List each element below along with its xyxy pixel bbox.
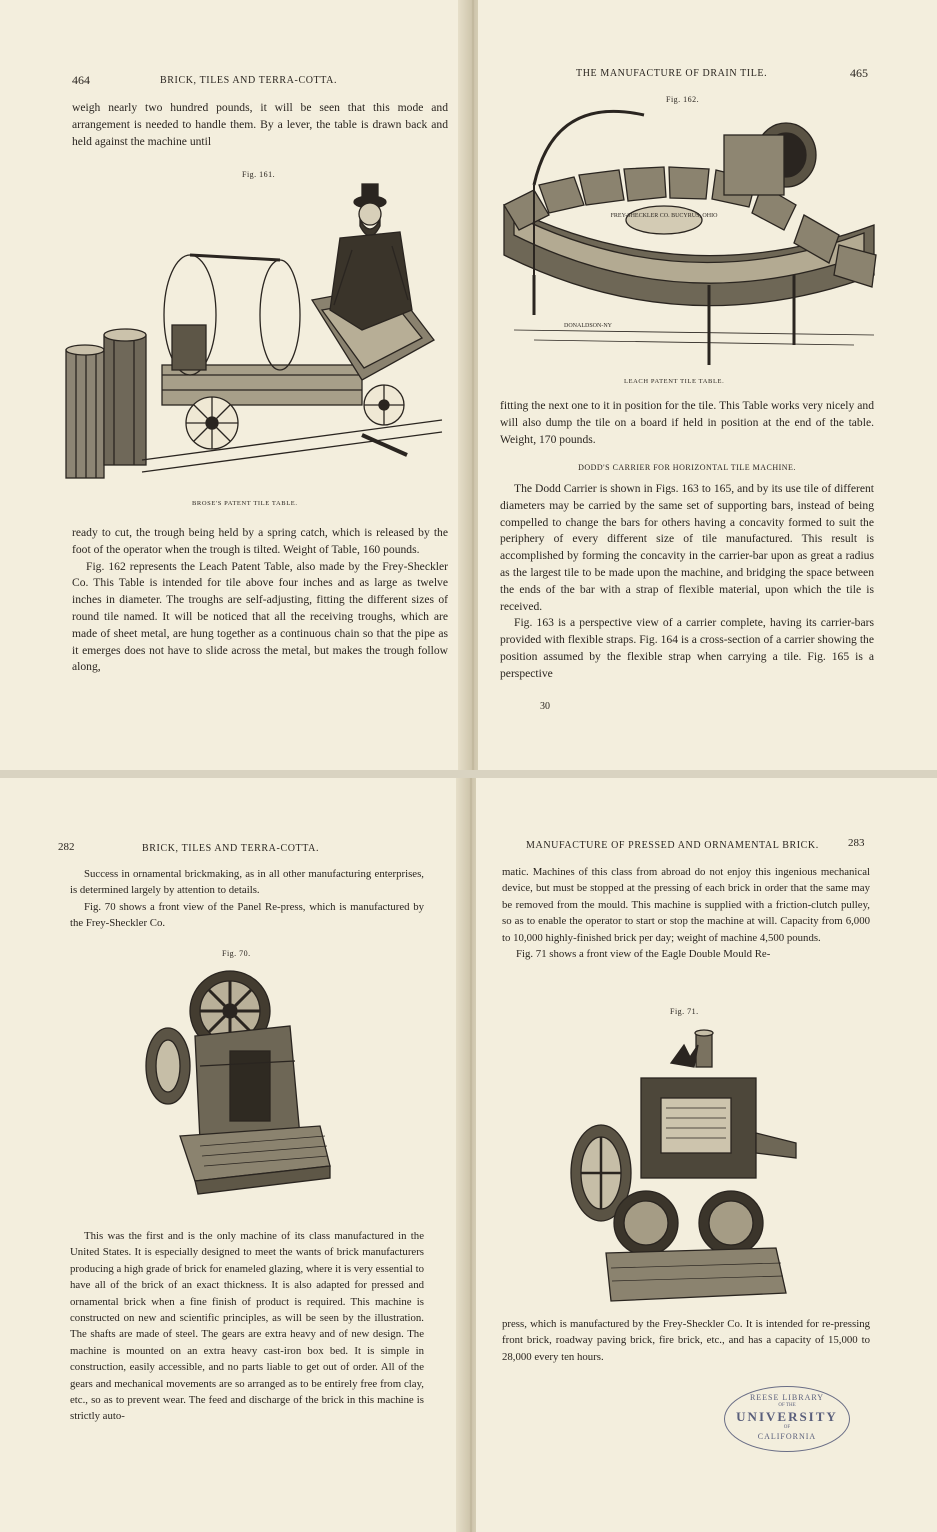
page-465 — [478, 0, 937, 770]
section-heading: DODD'S CARRIER FOR HORIZONTAL TILE MACHINE. — [578, 463, 796, 472]
running-head: MANUFACTURE OF PRESSED AND ORNAMENTAL BRICK. — [526, 840, 819, 851]
paragraph: Success in ornamental brickmaking, as in all other manufacturing enterprises, is determined largely by attention to details. — [70, 868, 424, 897]
body-text-top — [502, 864, 870, 962]
figure-caption: BROSE'S PATENT TILE TABLE. — [192, 500, 298, 507]
signature-mark: 30 — [540, 701, 550, 712]
figure-caption: LEACH PATENT TILE TABLE. — [624, 378, 725, 385]
body-text: press, which is manufactured by the Frey-Sheckler Co. It is intended for re-pressing front brick, roadway paving brick, fire brick, etc., and has a capacity of 15,000 to 28,000 every ten hours. — [502, 1318, 870, 1363]
body-text — [72, 525, 448, 676]
stamp-line: OF THE — [778, 1403, 796, 1408]
figure-label: Fig. 71. — [670, 1007, 699, 1016]
paragraph: matic. Machines of this class from abroad do not enjoy this ingenious mechanical device, but must be stopped at the pressing of each brick in order that the same may be removed from the mould. This machine is supplied with a friction-clutch pulley, so as to enable the operator to start or stop the machine at will. Capacity from 6,000 to 10,000 highly-finished brick per day; weight of machine 4,500 pounds. — [502, 866, 870, 944]
paragraph: Fig. 163 is a perspective view of a carrier complete, having its carrier-bars provided with flexible straps. Fig. 164 is a cross-section of a carrier showing the position assumed by the flexible strap when carrying a tile. Fig. 165 is a perspective — [500, 616, 874, 680]
page-number: 464 — [72, 73, 90, 87]
leach-tile-table-illustration — [494, 105, 884, 370]
page-number: 465 — [850, 66, 868, 80]
eagle-repress-illustration — [566, 1023, 806, 1308]
body-text — [500, 481, 874, 683]
figure-label: Fig. 70. — [222, 949, 251, 958]
engraver-signature: DONALDSON-NY — [564, 323, 612, 329]
page-283 — [476, 778, 937, 1532]
library-stamp — [724, 1386, 850, 1452]
body-text-top — [70, 866, 424, 932]
panel-repress-illustration — [140, 966, 340, 1206]
page-464 — [0, 0, 470, 770]
running-head: BRICK, TILES AND TERRA-COTTA. — [160, 75, 338, 86]
paragraph: Fig. 70 shows a front view of the Panel Re-press, which is manufactured by the Frey-Sheckler Co. — [70, 900, 424, 930]
page-number: 283 — [848, 837, 865, 849]
brose-tile-table-illustration — [62, 180, 452, 490]
engraving-plate-text: FREY-SHECKLER CO. BUCYRUS, OHIO — [610, 213, 718, 219]
paragraph: The Dodd Carrier is shown in Figs. 163 to 165, and by its use tile of different diameters may be carried by the same set of supporting bars, instead of being compelled to change the bars for others having a concavity formed to suit the periphery of every different size of tile manufactured. This result is accomplished by forming the concavity in the carrier-bar upon as great a radius as the largest tile to be made upon the machine, and bridging the space between the ends of the bar with a strap of flexible material, upon which the tile is received. — [500, 482, 874, 613]
intro-text: weigh nearly two hundred pounds, it will be seen that this mode and arrangement is needed to handle them. By a lever, the table is drawn back and held against the machine until — [72, 101, 448, 148]
body-text-top: fitting the next one to it in position for the tile. This Table works very nicely and will also dump the tile on a board if held in position at the end of the table. Weight, 170 pounds. — [500, 399, 874, 446]
stamp-line: OF — [783, 1425, 791, 1430]
paragraph: ready to cut, the trough being held by a spring catch, which is released by the foot of the operator when the trough is tilted. Weight of Table, 160 pounds. — [72, 526, 448, 556]
body-text: This was the first and is the only machine of its class manufactured in the United States. It is especially designed to meet the wants of brick manufacturers producing a high grade of brick for enameled glazing, where it is very essential to have all of the brick of an exact thickness. It is also adapted for pressed and ornamental brick when a fine finish of product is required. This machine is constructed on new and scientific principles, as will be seen by the illustration. The shafts are made of steel. The gears are extra heavy and of new design. The machine is mounted on an extra heavy cast-iron box bed. It is simple in construction, easily accessible, and no parts liable to get out of order. All of the gears and mechanical movements are so arranged as to be entirely free from clay, etc., so as to prevent wear. The feed and discharge of the brick in this machine is strictly auto- — [70, 1230, 424, 1423]
figure-label: Fig. 161. — [242, 170, 276, 179]
running-head: THE MANUFACTURE OF DRAIN TILE. — [576, 68, 768, 79]
paragraph: Fig. 162 represents the Leach Patent Table, also made by the Frey-Sheckler Co. This Table is intended for tile above four inches and as large as twelve inches in diameter. The troughs are self-adjusting, fitting the different sizes of round tile named. It will be noticed that all the receiving troughs, which are made of sheet metal, are hung together as a continuous chain so that the pipe as it emerges does not have to slide across the metal, but makes the trough follow along, — [72, 559, 448, 674]
figure-label: Fig. 162. — [666, 95, 700, 104]
stamp-line: UNIVERSITY — [736, 1409, 838, 1424]
page-number: 282 — [58, 841, 75, 853]
running-head: BRICK, TILES AND TERRA-COTTA. — [142, 843, 320, 854]
stamp-line: CALIFORNIA — [757, 1432, 817, 1441]
page-282 — [0, 778, 468, 1532]
paragraph: Fig. 71 shows a front view of the Eagle Double Mould Re- — [516, 948, 771, 961]
stamp-line: REESE LIBRARY — [749, 1393, 825, 1402]
